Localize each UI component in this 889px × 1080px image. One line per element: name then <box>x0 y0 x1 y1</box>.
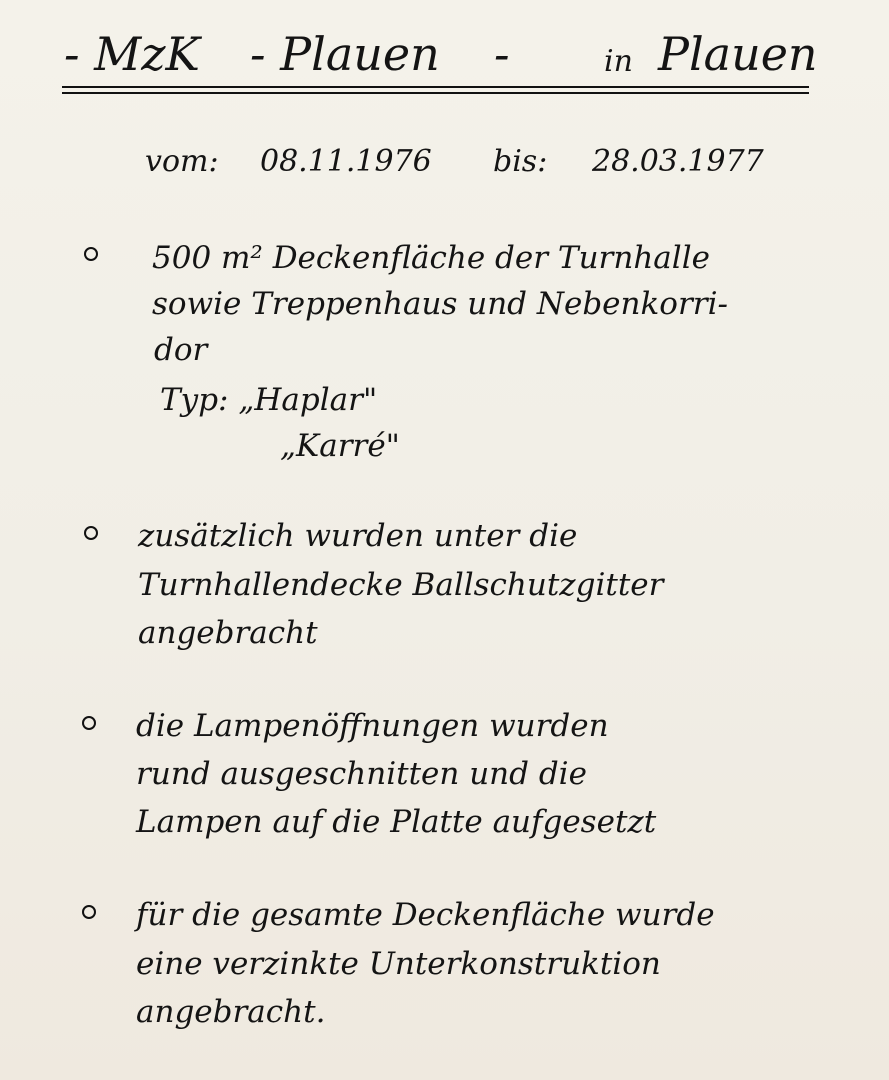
item-4-line-1: für die gesamte Deckenfläche wurde <box>136 897 715 933</box>
date-from-label: vom: <box>145 144 219 179</box>
title-dash: - Plauen <box>250 27 440 81</box>
date-to-value: 28.03.1977 <box>592 144 764 179</box>
date-from-value: 08.11.1976 <box>260 144 432 179</box>
title-city: Plauen <box>658 27 818 81</box>
title-prefix: - MzK <box>64 27 200 81</box>
item-3-line-1: die Lampenöffnungen wurden <box>136 708 609 744</box>
title-underline-top <box>62 86 809 88</box>
item-1-line-1: 500 m² Deckenfläche der Turnhalle <box>152 240 710 276</box>
bullet-4 <box>82 905 96 919</box>
title-underline-bottom <box>62 92 809 94</box>
bullet-1 <box>84 247 98 261</box>
item-1-line-3: dor <box>154 332 208 368</box>
item-2-line-3: angebracht <box>138 615 318 651</box>
item-4-line-3: angebracht. <box>136 994 326 1030</box>
item-4-line-2: eine verzinkte Unterkonstruktion <box>136 946 661 982</box>
item-3-line-2: rund ausgeschnitten und die <box>136 756 587 792</box>
item-2-line-1: zusätzlich wurden unter die <box>138 518 578 554</box>
document-title <box>64 22 818 86</box>
bullet-3 <box>82 716 96 730</box>
item-3-line-3: Lampen auf die Platte aufgesetzt <box>136 804 657 840</box>
item-1-line-2: sowie Treppenhaus und Nebenkorri- <box>152 286 728 322</box>
item-1-line-5: „Karré" <box>280 428 400 464</box>
title-separator: - <box>494 27 510 81</box>
item-2-line-2: Turnhallendecke Ballschutzgitter <box>138 567 664 603</box>
date-to-label: bis: <box>493 144 548 179</box>
item-1-line-4: Typ: „Haplar" <box>160 382 378 418</box>
title-in: in <box>604 44 633 79</box>
bullet-2 <box>84 526 98 540</box>
